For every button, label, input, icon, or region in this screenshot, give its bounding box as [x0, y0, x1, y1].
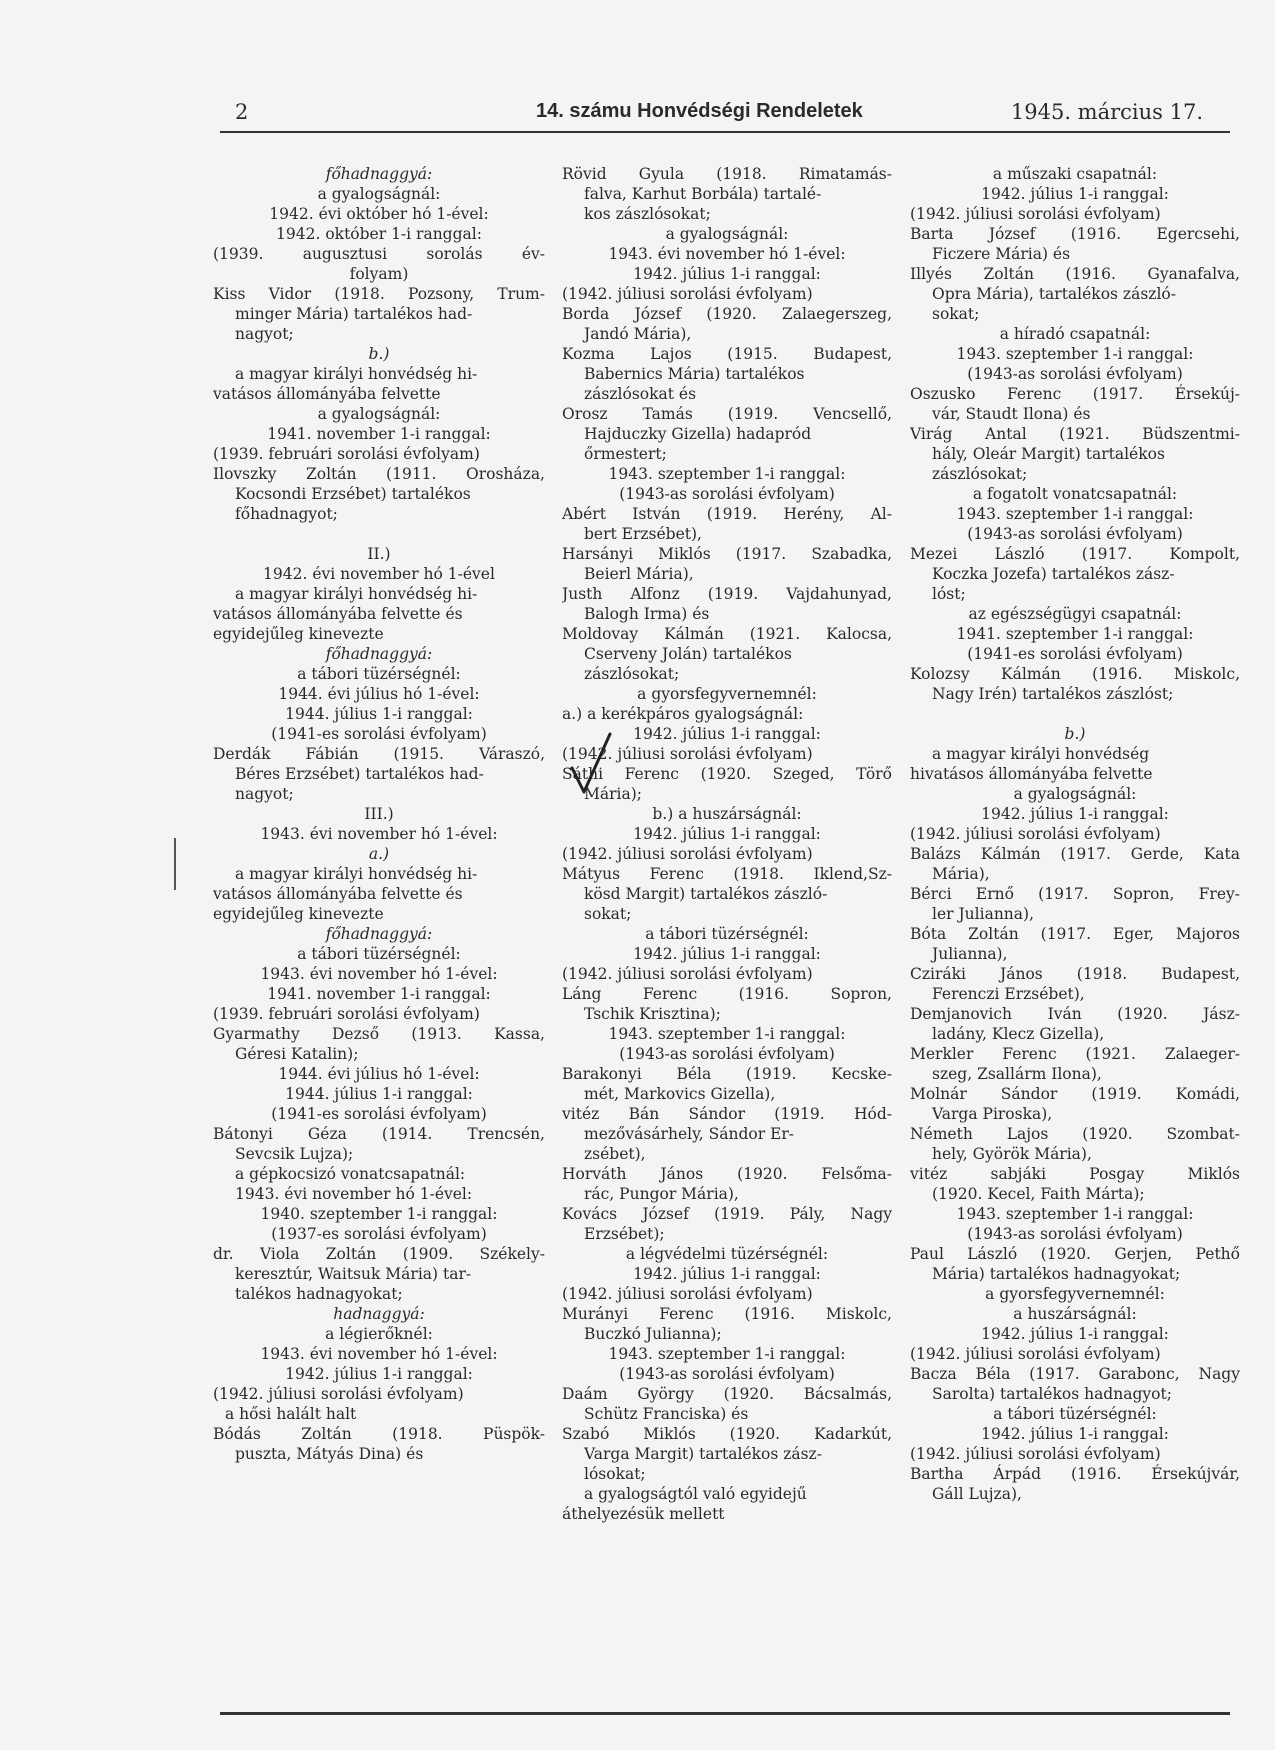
text-line: b.) — [368, 345, 390, 363]
text-line: főhadnaggyá: — [325, 925, 433, 943]
text-line: 1943. évi november hó 1-ével: — [260, 965, 498, 983]
text-line: (1937-es sorolási évfolyam) — [271, 1225, 487, 1243]
text-line: Daám György (1920. Bácsalmás, — [562, 1385, 892, 1403]
text-line: (1942. júliusi sorolási évfolyam) — [562, 1285, 813, 1303]
text-line: b.) a huszárságnál: — [652, 805, 802, 823]
text-line: (1939. februári sorolási évfolyam) — [213, 445, 480, 463]
text-line: Bátonyi Géza (1914. Trencsén, — [213, 1125, 545, 1143]
text-line: (1943-as sorolási évfolyam) — [967, 525, 1183, 543]
text-line: Kolozsy Kálmán (1916. Miskolc, — [910, 665, 1240, 683]
text-line: Moldovay Kálmán (1921. Kalocsa, — [562, 625, 892, 643]
text-line: sokat; — [932, 305, 980, 323]
text-line: nagyot; — [235, 785, 294, 803]
text-line: rác, Pungor Mária), — [584, 1185, 739, 1203]
text-line: Bérci Ernő (1917. Sopron, Frey- — [910, 885, 1240, 903]
text-line: 1944. július 1-i ranggal: — [285, 705, 473, 723]
text-line: a tábori tüzérségnél: — [297, 945, 461, 963]
text-line: Sevcsik Lujza); — [235, 1145, 354, 1163]
text-line: 1942. október 1-i ranggal: — [276, 225, 482, 243]
text-line: (1942. júliusi sorolási évfolyam) — [213, 1385, 464, 1403]
text-line: áthelyezésük mellett — [562, 1505, 725, 1523]
text-line: dr. Viola Zoltán (1909. Székely- — [213, 1245, 545, 1263]
text-line: zsébet), — [584, 1145, 646, 1163]
text-line: 1942. július 1-i ranggal: — [633, 1265, 821, 1283]
text-line: Hajduczky Gizella) hadapród — [584, 425, 812, 443]
text-line: vár, Staudt Ilona) és — [932, 405, 1091, 423]
text-line: Béres Erzsébet) tartalékos had- — [235, 765, 484, 783]
text-line: Cserveny Jolán) tartalékos — [584, 645, 792, 663]
text-line: Borda József (1920. Zalaegerszeg, — [562, 305, 892, 323]
text-line: Molnár Sándor (1919. Komádi, — [910, 1085, 1240, 1103]
text-line: a gyalogságnál: — [665, 225, 789, 243]
text-line: Justh Alfonz (1919. Vajdahunyad, — [562, 585, 892, 603]
text-line: Kovács József (1919. Pály, Nagy — [562, 1205, 892, 1223]
text-line: 1943. szeptember 1-i ranggal: — [956, 1205, 1194, 1223]
text-line: Paul László (1920. Gerjen, Pethő — [910, 1245, 1240, 1263]
text-line: a tábori tüzérségnél: — [297, 665, 461, 683]
text-line: Sarolta) tartalékos hadnagyot; — [932, 1385, 1172, 1403]
text-line: falva, Karhut Borbála) tartalé- — [584, 185, 822, 203]
text-line: (1942. júliusi sorolási évfolyam) — [562, 845, 813, 863]
text-line: Virág Antal (1921. Büdszentmi- — [910, 425, 1240, 443]
text-line: vatásos állományába felvette és — [213, 605, 463, 623]
header-rule — [220, 131, 1230, 133]
text-column-1 — [213, 164, 545, 1464]
text-line: (1942. júliusi sorolási évfolyam) — [562, 745, 813, 763]
text-line: az egészségügyi csapatnál: — [968, 605, 1182, 623]
text-line: Jandó Mária), — [584, 325, 692, 343]
text-line: puszta, Mátyás Dina) és — [235, 1445, 424, 1463]
text-line: a fogatolt vonatcsapatnál: — [972, 485, 1178, 503]
text-line: a gyalogságnál: — [1013, 785, 1137, 803]
text-line: 1943. évi november hó 1-ével: — [608, 245, 846, 263]
text-line: hadnaggyá: — [333, 1305, 425, 1323]
text-line: nagyot; — [235, 325, 294, 343]
footer-rule — [220, 1712, 1230, 1715]
text-line: egyidejűleg kinevezte — [213, 905, 384, 923]
text-line: Nagy Irén) tartalékos zászlóst; — [932, 685, 1174, 703]
text-line: Murányi Ferenc (1916. Miskolc, — [562, 1305, 892, 1323]
margin-pencil-mark — [174, 838, 176, 890]
text-line: 1943. évi november hó 1-ével: — [235, 1185, 473, 1203]
text-line: vatásos állományába felvette — [213, 385, 441, 403]
text-line: 1942. július 1-i ranggal: — [633, 725, 821, 743]
text-line: zászlósokat és — [584, 385, 697, 403]
text-line: főhadnaggyá: — [325, 645, 433, 663]
text-line: 1944. évi július hó 1-ével: — [278, 685, 480, 703]
text-line: Orosz Tamás (1919. Vencsellő, — [562, 405, 892, 423]
text-line: 1941. november 1-i ranggal: — [267, 985, 491, 1003]
text-line: a légvédelmi tüzérségnél: — [625, 1245, 829, 1263]
text-line: 1943. szeptember 1-i ranggal: — [608, 1345, 846, 1363]
text-line: (1942. júliusi sorolási évfolyam) — [910, 1345, 1161, 1363]
text-line: a gyalogságtól való egyidejű — [584, 1485, 807, 1503]
text-line: őrmestert; — [584, 445, 667, 463]
text-line: Oszusko Ferenc (1917. Érsekúj- — [910, 385, 1240, 403]
text-line: a gyorsfegyvernemnél: — [985, 1285, 1165, 1303]
text-line: 1940. szeptember 1-i ranggal: — [260, 1205, 498, 1223]
page-number: 2 — [235, 100, 249, 124]
text-line: (1943-as sorolási évfolyam) — [619, 1045, 835, 1063]
text-line: Harsányi Miklós (1917. Szabadka, — [562, 545, 892, 563]
text-line: (1943-as sorolási évfolyam) — [967, 365, 1183, 383]
text-column-2 — [562, 164, 892, 1524]
text-line: (1942. júliusi sorolási évfolyam) — [910, 205, 1161, 223]
blank-line — [213, 524, 545, 544]
text-line: lósokat; — [584, 1465, 646, 1483]
text-line: (1920. Kecel, Faith Márta); — [932, 1185, 1145, 1203]
page-header — [230, 100, 1215, 134]
text-line: Kiss Vidor (1918. Pozsony, Trum- — [213, 285, 545, 303]
text-line: 1943. szeptember 1-i ranggal: — [956, 345, 1194, 363]
text-line: Cziráki János (1918. Budapest, — [910, 965, 1240, 983]
text-line: 1942. július 1-i ranggal: — [981, 1425, 1169, 1443]
text-line: Opra Mária), tartalékos zászló- — [932, 285, 1176, 303]
text-line: Láng Ferenc (1916. Sopron, — [562, 985, 892, 1003]
text-line: b.) — [1064, 725, 1086, 743]
text-line: Balázs Kálmán (1917. Gerde, Kata — [910, 845, 1240, 863]
text-column-3 — [910, 164, 1240, 1504]
text-line: Mária) tartalékos hadnagyokat; — [932, 1265, 1181, 1283]
text-line: főhadnaggyá: — [325, 165, 433, 183]
text-line: (1941-es sorolási évfolyam) — [271, 725, 487, 743]
text-line: (1942. júliusi sorolási évfolyam) — [910, 1445, 1161, 1463]
text-line: Ferenczi Erzsébet), — [932, 985, 1085, 1003]
text-line: Ilovszky Zoltán (1911. Orosháza, — [213, 465, 545, 483]
text-line: a huszárságnál: — [1013, 1305, 1137, 1323]
text-line: Géresi Katalin); — [235, 1045, 359, 1063]
text-line: Merkler Ferenc (1921. Zalaeger- — [910, 1045, 1240, 1063]
text-line: keresztúr, Waitsuk Mária) tar- — [235, 1265, 472, 1283]
text-line: Szabó Miklós (1920. Kadarkút, — [562, 1425, 892, 1443]
text-line: 1942. július 1-i ranggal: — [285, 1365, 473, 1383]
text-line: 1942. július 1-i ranggal: — [633, 945, 821, 963]
text-line: 1944. évi július hó 1-ével: — [278, 1065, 480, 1083]
text-line: (1943-as sorolási évfolyam) — [967, 1225, 1183, 1243]
text-line: Sáthi Ferenc (1920. Szeged, Törő — [562, 765, 892, 783]
text-line: III.) — [364, 805, 394, 823]
text-line: Bacza Béla (1917. Garabonc, Nagy — [910, 1365, 1240, 1383]
text-line: Ficzere Mária) és — [932, 245, 1071, 263]
text-line: Kocsondi Erzsébet) tartalékos — [235, 485, 471, 503]
text-line: hely, Györök Mária), — [932, 1145, 1092, 1163]
text-line: 1942. évi november hó 1-ével — [263, 565, 495, 583]
text-line: Gyarmathy Dezső (1913. Kassa, — [213, 1025, 545, 1043]
text-line: a tábori tüzérségnél: — [645, 925, 809, 943]
text-line: vitéz Bán Sándor (1919. Hód- — [562, 1105, 892, 1123]
text-line: a gyorsfegyvernemnél: — [637, 685, 817, 703]
text-line: Julianna), — [932, 945, 1008, 963]
text-line: (1939. augusztusi sorolás év- — [213, 245, 545, 263]
text-line: minger Mária) tartalékos had- — [235, 305, 473, 323]
text-line: Rövid Gyula (1918. Rimatamás- — [562, 165, 892, 183]
text-line: Erzsébet); — [584, 1225, 665, 1243]
text-line: Horváth János (1920. Felsőma- — [562, 1165, 892, 1183]
text-line: bert Erzsébet), — [584, 525, 702, 543]
text-line: 1944. július 1-i ranggal: — [285, 1085, 473, 1103]
text-line: talékos hadnagyokat; — [235, 1285, 403, 1303]
text-line: Bóta Zoltán (1917. Eger, Majoros — [910, 925, 1240, 943]
text-line: kösd Margit) tartalékos zászló- — [584, 885, 828, 903]
publication-title: 14. számu Honvédségi Rendeletek — [536, 100, 863, 122]
handwritten-checkmark — [568, 730, 614, 800]
text-line: Beierl Mária), — [584, 565, 694, 583]
text-line: Abért István (1919. Herény, Al- — [562, 505, 892, 523]
text-line: 1942. évi október hó 1-ével: — [269, 205, 489, 223]
text-line: (1943-as sorolási évfolyam) — [619, 1365, 835, 1383]
text-line: szeg, Zsallárm Ilona), — [932, 1065, 1102, 1083]
text-line: sokat; — [584, 905, 632, 923]
text-line: hivatásos állományába felvette — [910, 765, 1153, 783]
text-line: 1943. szeptember 1-i ranggal: — [956, 505, 1194, 523]
text-line: a magyar királyi honvédség hi- — [235, 365, 478, 383]
text-line: Gáll Lujza), — [932, 1485, 1022, 1503]
text-line: Tschik Krisztina); — [584, 1005, 721, 1023]
text-line: Babernics Mária) tartalékos — [584, 365, 805, 383]
text-line: vitéz sabjáki Posgay Miklós — [910, 1165, 1240, 1183]
text-line: mezővásárhely, Sándor Er- — [584, 1125, 795, 1143]
text-line: hály, Oleár Margit) tartalékos — [932, 445, 1165, 463]
text-line: II.) — [367, 545, 391, 563]
text-line: egyidejűleg kinevezte — [213, 625, 384, 643]
text-line: a tábori tüzérségnél: — [993, 1405, 1157, 1423]
issue-date: 1945. március 17. — [1010, 100, 1203, 124]
text-line: (1941-es sorolási évfolyam) — [271, 1105, 487, 1123]
text-line: (1942. júliusi sorolási évfolyam) — [562, 965, 813, 983]
text-line: Kozma Lajos (1915. Budapest, — [562, 345, 892, 363]
text-line: vatásos állományába felvette és — [213, 885, 463, 903]
text-line: kos zászlósokat; — [584, 205, 711, 223]
text-line: Barakonyi Béla (1919. Kecske- — [562, 1065, 892, 1083]
text-line: (1942. júliusi sorolási évfolyam) — [562, 285, 813, 303]
text-line: ler Julianna), — [932, 905, 1034, 923]
text-line: a gyalogságnál: — [317, 185, 441, 203]
text-line: folyam) — [349, 265, 409, 283]
text-line: Illyés Zoltán (1916. Gyanafalva, — [910, 265, 1240, 283]
text-line: a légierőknél: — [325, 1325, 433, 1343]
text-line: a műszaki csapatnál: — [992, 165, 1158, 183]
blank-line — [910, 704, 1240, 724]
text-line: Varga Margit) tartalékos zász- — [584, 1445, 822, 1463]
text-line: a magyar királyi honvédség hi- — [235, 865, 478, 883]
text-line: Demjanovich Iván (1920. Jász- — [910, 1005, 1240, 1023]
text-line: a hősi halált halt — [225, 1405, 357, 1423]
text-line: a magyar királyi honvédség — [932, 745, 1150, 763]
text-line: Bartha Árpád (1916. Érsekújvár, — [910, 1465, 1240, 1483]
text-line: Schütz Franciska) és — [584, 1405, 749, 1423]
text-line: (1941-es sorolási évfolyam) — [967, 645, 1183, 663]
text-line: 1942. július 1-i ranggal: — [633, 265, 821, 283]
text-line: a híradó csapatnál: — [999, 325, 1151, 343]
text-line: Németh Lajos (1920. Szombat- — [910, 1125, 1240, 1143]
text-line: lóst; — [932, 585, 966, 603]
text-line: főhadnagyot; — [235, 505, 338, 523]
text-line: Varga Piroska), — [932, 1105, 1053, 1123]
text-line: 1943. szeptember 1-i ranggal: — [608, 465, 846, 483]
text-line: 1942. július 1-i ranggal: — [981, 185, 1169, 203]
text-line: a gépkocsizó vonatcsapatnál: — [235, 1165, 466, 1183]
text-line: (1943-as sorolási évfolyam) — [619, 485, 835, 503]
text-line: a.) a kerékpáros gyalogságnál: — [562, 705, 804, 723]
text-line: ladány, Klecz Gizella), — [932, 1025, 1105, 1043]
text-line: Bódás Zoltán (1918. Püspök- — [213, 1425, 545, 1443]
text-line: a gyalogságnál: — [317, 405, 441, 423]
text-line: 1941. november 1-i ranggal: — [267, 425, 491, 443]
text-line: mét, Markovics Gizella), — [584, 1085, 776, 1103]
text-line: zászlósokat; — [584, 665, 680, 683]
text-line: Mária), — [932, 865, 990, 883]
text-line: Mária); — [584, 785, 642, 803]
text-line: 1942. július 1-i ranggal: — [981, 1325, 1169, 1343]
text-line: Buczkó Julianna); — [584, 1325, 722, 1343]
text-line: Derdák Fábián (1915. Váraszó, — [213, 745, 545, 763]
text-line: Balogh Irma) és — [584, 605, 710, 623]
text-line: Mátyus Ferenc (1918. Iklend,Sz- — [562, 865, 892, 883]
text-line: (1939. februári sorolási évfolyam) — [213, 1005, 480, 1023]
text-line: Mezei László (1917. Kompolt, — [910, 545, 1240, 563]
text-line: a.) — [368, 845, 390, 863]
text-line: (1942. júliusi sorolási évfolyam) — [910, 825, 1161, 843]
text-line: Barta József (1916. Egercsehi, — [910, 225, 1240, 243]
text-line: 1942. július 1-i ranggal: — [633, 825, 821, 843]
text-line: zászlósokat; — [932, 465, 1028, 483]
text-line: a magyar királyi honvédség hi- — [235, 585, 478, 603]
text-line: 1941. szeptember 1-i ranggal: — [956, 625, 1194, 643]
text-line: Koczka Jozefa) tartalékos zász- — [932, 565, 1175, 583]
text-line: 1943. évi november hó 1-ével: — [260, 825, 498, 843]
text-line: 1943. szeptember 1-i ranggal: — [608, 1025, 846, 1043]
text-line: 1942. július 1-i ranggal: — [981, 805, 1169, 823]
text-line: 1943. évi november hó 1-ével: — [260, 1345, 498, 1363]
